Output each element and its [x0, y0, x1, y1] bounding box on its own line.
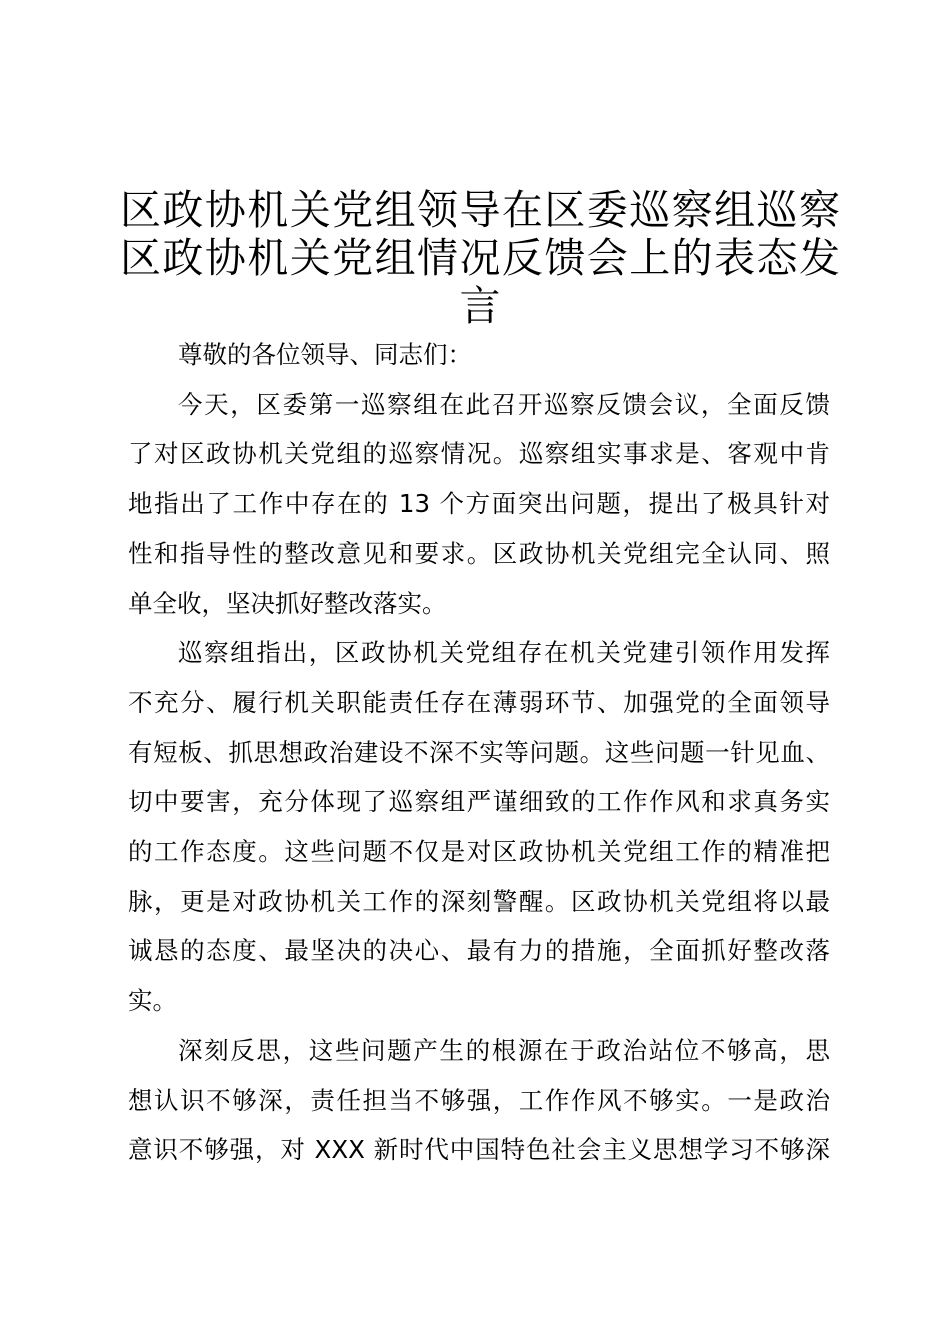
- paragraph-line: 巡察组指出，区政协机关党组存在机关党建引领作用发挥: [178, 638, 830, 667]
- paragraph-line: 切中要害，充分体现了巡察组严谨细致的工作作风和求真务实: [128, 787, 830, 816]
- paragraph-line: 单全收，坚决抓好整改落实。: [128, 589, 447, 618]
- paragraph-line: 想认识不够深，责任担当不够强，工作作风不够实。一是政治: [128, 1086, 830, 1115]
- paragraph-line: 性和指导性的整改意见和要求。区政协机关党组完全认同、照: [128, 539, 830, 568]
- document-title-line: 言: [459, 282, 501, 330]
- paragraph-line: 意识不够强，对 XXX 新时代中国特色社会主义思想学习不够深: [128, 1135, 830, 1164]
- salutation: 尊敬的各位领导、同志们：: [178, 340, 472, 369]
- document-title-line: 区政协机关党组领导在区委巡察组巡察: [120, 186, 840, 234]
- document-title-line: 区政协机关党组情况反馈会上的表态发: [120, 234, 840, 282]
- paragraph-line: 有短板、抓思想政治建设不深不实等问题。这些问题一针见血、: [128, 738, 830, 767]
- paragraph-line: 实。: [128, 986, 177, 1015]
- paragraph-line: 脉，更是对政协机关工作的深刻警醒。区政协机关党组将以最: [128, 887, 830, 916]
- paragraph-line: 深刻反思，这些问题产生的根源在于政治站位不够高，思: [178, 1036, 830, 1065]
- paragraph-line: 的工作态度。这些问题不仅是对区政协机关党组工作的精准把: [128, 837, 830, 866]
- paragraph-line: 了对区政协机关党组的巡察情况。巡察组实事求是、客观中肯: [128, 439, 830, 468]
- paragraph-line: 诚恳的态度、最坚决的决心、最有力的措施，全面抓好整改落: [128, 936, 830, 965]
- paragraph-line: 今天，区委第一巡察组在此召开巡察反馈会议，全面反馈: [178, 390, 830, 419]
- paragraph-line: 不充分、履行机关职能责任存在薄弱环节、加强党的全面领导: [128, 688, 830, 717]
- paragraph-line: 地指出了工作中存在的 13 个方面突出问题，提出了极具针对: [128, 489, 830, 518]
